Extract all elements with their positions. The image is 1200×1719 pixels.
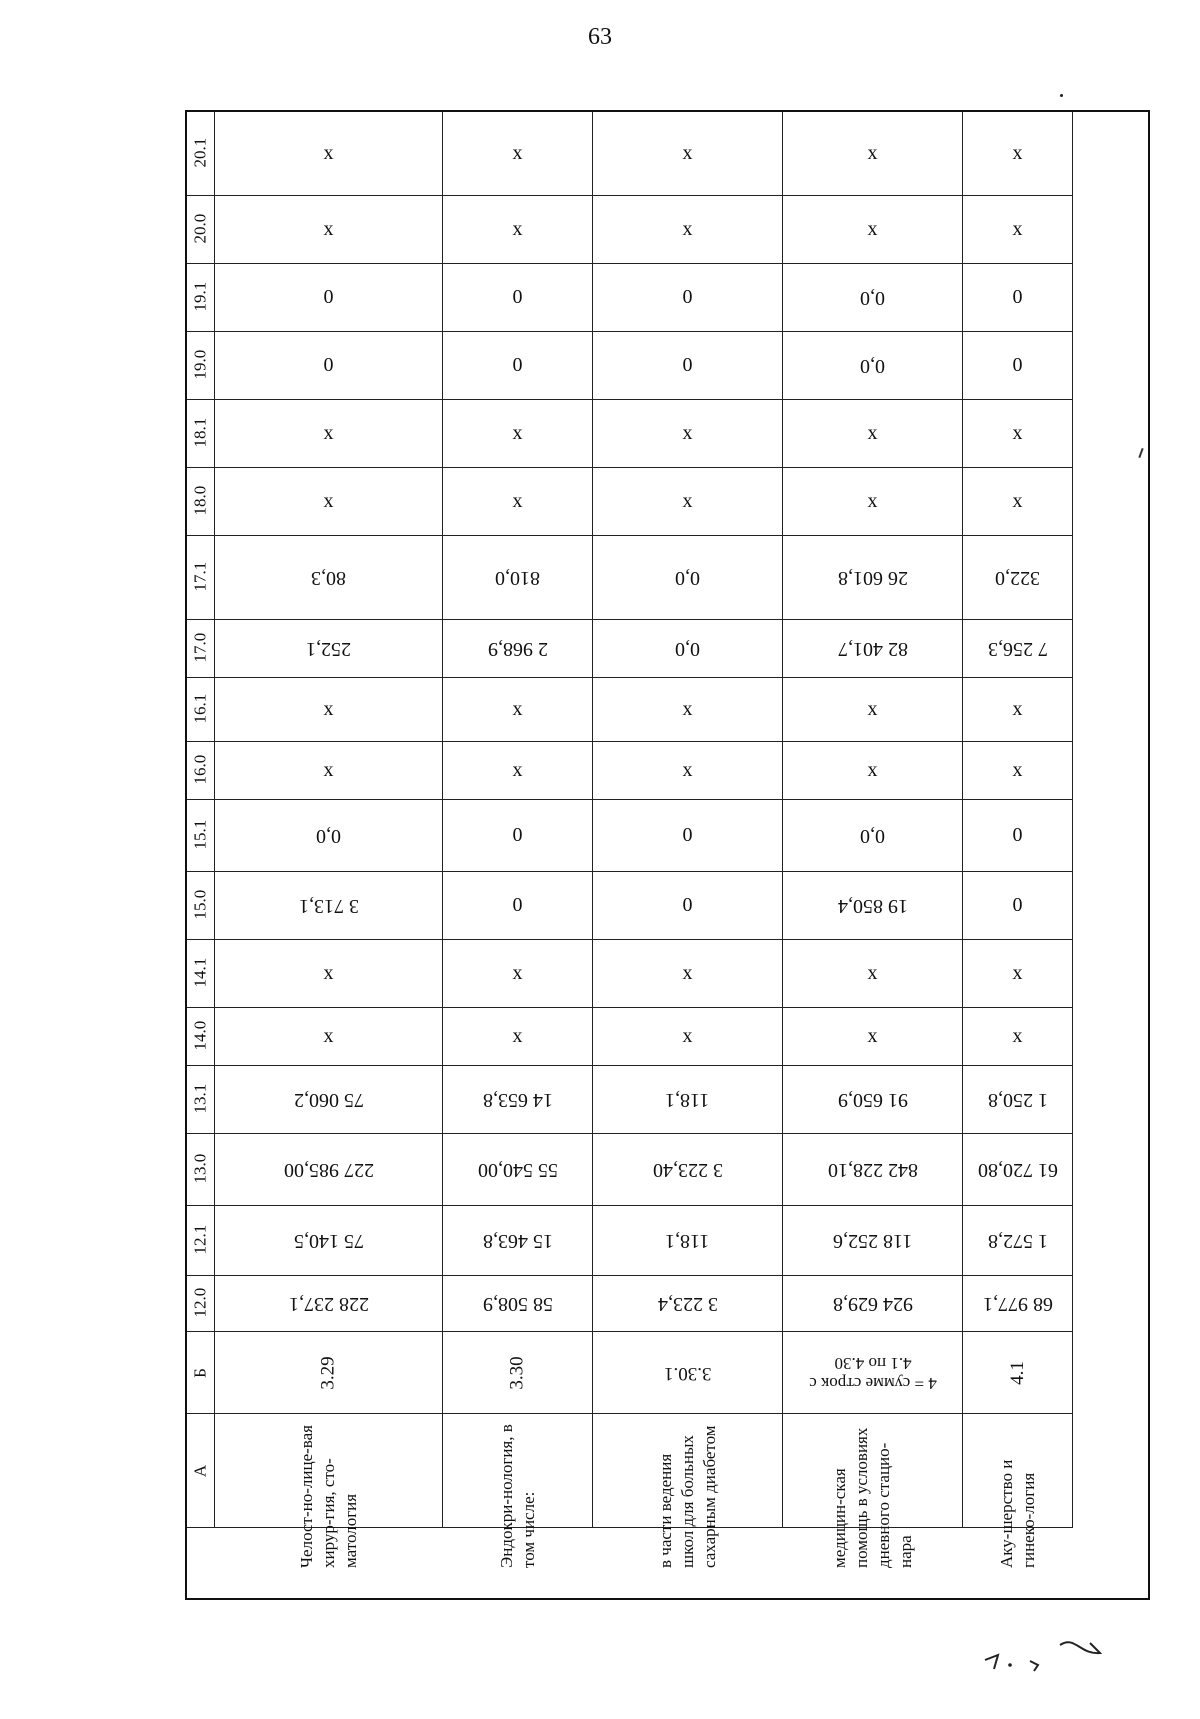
- column-header-label: 14.0: [190, 1020, 210, 1050]
- cell-value: x: [323, 698, 334, 720]
- column-header: [187, 468, 215, 536]
- cell-value: x: [1012, 490, 1023, 512]
- table-cell: [593, 742, 783, 800]
- cell-value: x: [682, 490, 693, 512]
- table-cell: [963, 264, 1073, 332]
- cell-value: x: [867, 962, 878, 984]
- table-cell: [443, 742, 593, 800]
- table-cell: [783, 1134, 963, 1206]
- cell-value: x: [323, 759, 334, 781]
- row-label: Аку-шерство и гинеко-логия: [996, 1459, 1038, 1568]
- cell-value: 75 060,2: [293, 1089, 364, 1111]
- table-cell: [783, 264, 963, 332]
- column-header-label: 13.1: [190, 1083, 210, 1113]
- row-code-cell: [593, 1332, 783, 1414]
- table-cell: [215, 196, 443, 264]
- cell-value: x: [682, 1025, 693, 1047]
- cell-value: 842 228,10: [827, 1159, 918, 1181]
- table-cell: [215, 332, 443, 400]
- column-header: [187, 332, 215, 400]
- cell-value: 0: [682, 354, 693, 376]
- table-cell: [593, 1008, 783, 1066]
- column-header-label: А: [190, 1464, 210, 1477]
- table-cell: [593, 872, 783, 940]
- table-cell: [443, 332, 593, 400]
- cell-value: 82 401,7: [837, 638, 908, 660]
- cell-value: 1 572,8: [987, 1230, 1048, 1252]
- table-cell: [215, 940, 443, 1008]
- cell-value: 3 713,1: [298, 895, 359, 917]
- cell-value: 15 463,8: [482, 1230, 553, 1252]
- cell-value: 0: [682, 824, 693, 846]
- column-header-label: 15.1: [190, 819, 210, 849]
- table-cell: [963, 332, 1073, 400]
- row-code: 4 = сумме строк с 4.1 по 4.30: [808, 1353, 937, 1393]
- table-cell: [443, 468, 593, 536]
- cell-value: 2 968,9: [487, 638, 548, 660]
- cell-value: x: [512, 490, 523, 512]
- table-cell: [443, 196, 593, 264]
- table-cell: [215, 800, 443, 872]
- cell-value: x: [1012, 142, 1023, 164]
- table-cell: [963, 1008, 1073, 1066]
- cell-value: 0: [512, 894, 523, 916]
- table-cell: [783, 468, 963, 536]
- column-header: [187, 1134, 215, 1206]
- table-cell: [443, 1066, 593, 1134]
- row-code: 3.29: [317, 1355, 339, 1390]
- table-cell: [215, 468, 443, 536]
- table-cell: [593, 940, 783, 1008]
- column-header-label: 12.0: [190, 1287, 210, 1317]
- table-cell: [963, 800, 1073, 872]
- cell-value: x: [512, 218, 523, 240]
- cell-value: x: [1012, 422, 1023, 444]
- row-label-cell: [215, 1414, 443, 1568]
- cell-value: 0: [1012, 286, 1023, 308]
- column-header-label: 18.1: [190, 417, 210, 447]
- table-cell: [593, 620, 783, 678]
- table-cell: [963, 112, 1073, 196]
- table-cell: [443, 678, 593, 742]
- cell-value: 252,1: [306, 638, 351, 660]
- cell-value: 55 540,00: [477, 1159, 558, 1181]
- table-cell: [963, 678, 1073, 742]
- table-cell: [593, 800, 783, 872]
- row-label-cell: [963, 1414, 1073, 1568]
- table-cell: [215, 1008, 443, 1066]
- cell-value: x: [512, 422, 523, 444]
- table-cell: [783, 678, 963, 742]
- cell-value: 118 252,6: [832, 1230, 913, 1252]
- table-cell: [443, 620, 593, 678]
- column-header: [187, 400, 215, 468]
- cell-value: 0: [682, 894, 693, 916]
- row-label-cell: [593, 1414, 783, 1568]
- row-code-cell: [783, 1332, 963, 1414]
- column-header-label: 16.1: [190, 693, 210, 723]
- column-header-label: 17.1: [190, 561, 210, 591]
- cell-value: 0: [512, 354, 523, 376]
- table-cell: [215, 112, 443, 196]
- cell-value: 68 977,1: [982, 1293, 1053, 1315]
- table-cell: [783, 400, 963, 468]
- table-cell: [963, 620, 1073, 678]
- table-cell: [215, 536, 443, 620]
- table-cell: [443, 1276, 593, 1332]
- table-cell: [593, 1206, 783, 1276]
- cell-value: x: [512, 142, 523, 164]
- cell-value: 0: [512, 286, 523, 308]
- row-code-cell: [215, 1332, 443, 1414]
- table-cell: [783, 742, 963, 800]
- cell-value: 227 985,00: [283, 1159, 374, 1181]
- table-cell: [593, 1066, 783, 1134]
- column-header: [187, 872, 215, 940]
- table-cell: [963, 400, 1073, 468]
- table-cell: [593, 536, 783, 620]
- cell-value: 0: [682, 286, 693, 308]
- column-header-label: 19.1: [190, 281, 210, 311]
- table-cell: [215, 1066, 443, 1134]
- column-header-label: 16.0: [190, 754, 210, 784]
- table-cell: [215, 872, 443, 940]
- cell-value: 3 223,4: [657, 1293, 718, 1315]
- cell-value: 0,0: [675, 567, 700, 589]
- cell-value: x: [1012, 759, 1023, 781]
- row-label: Челост-но-лице-вая хирур-гия, сто-матология: [296, 1425, 360, 1568]
- column-header: [187, 1008, 215, 1066]
- cell-value: x: [512, 962, 523, 984]
- cell-value: x: [1012, 962, 1023, 984]
- column-header-label: 12.1: [190, 1224, 210, 1254]
- cell-value: 61 720,80: [977, 1159, 1058, 1181]
- table-cell: [963, 872, 1073, 940]
- column-header-label: 14.1: [190, 957, 210, 987]
- cell-value: x: [682, 422, 693, 444]
- table-cell: [443, 1206, 593, 1276]
- cell-value: 26 601,8: [837, 567, 908, 589]
- table-cell: [443, 940, 593, 1008]
- cell-value: x: [867, 142, 878, 164]
- cell-value: 0: [1012, 824, 1023, 846]
- table-cell: [443, 264, 593, 332]
- table-cell: [215, 620, 443, 678]
- column-header-label: 15.0: [190, 889, 210, 919]
- table-cell: [783, 332, 963, 400]
- table-cell: [443, 1134, 593, 1206]
- cell-value: x: [1012, 698, 1023, 720]
- row-label-cell: [443, 1414, 593, 1568]
- column-header: [187, 1066, 215, 1134]
- table-cell: [593, 400, 783, 468]
- column-header-label: 20.1: [190, 137, 210, 167]
- table-cell: [443, 872, 593, 940]
- table-cell: [215, 1276, 443, 1332]
- cell-value: x: [867, 1025, 878, 1047]
- cell-value: 118,1: [665, 1089, 710, 1111]
- cell-value: 58 508,9: [482, 1293, 553, 1315]
- cell-value: x: [867, 218, 878, 240]
- column-header: [187, 800, 215, 872]
- table-cell: [215, 1206, 443, 1276]
- column-header: [187, 1276, 215, 1332]
- table-cell: [963, 1206, 1073, 1276]
- cell-value: 14 653,8: [482, 1089, 553, 1111]
- cell-value: 0,0: [860, 355, 885, 377]
- column-header: [187, 264, 215, 332]
- table-cell: [783, 536, 963, 620]
- table-cell: [963, 196, 1073, 264]
- cell-value: 0: [1012, 354, 1023, 376]
- cell-value: x: [1012, 1025, 1023, 1047]
- cell-value: 7 256,3: [987, 638, 1048, 660]
- page-number: 63: [588, 24, 612, 50]
- cell-value: x: [682, 142, 693, 164]
- table-cell: [443, 800, 593, 872]
- table-cell: [783, 196, 963, 264]
- column-header: [187, 678, 215, 742]
- cell-value: x: [867, 698, 878, 720]
- row-code-cell: [443, 1332, 593, 1414]
- column-header: [187, 1206, 215, 1276]
- cell-value: 810,0: [495, 567, 540, 589]
- cell-value: 0,0: [860, 287, 885, 309]
- column-header-label: 13.0: [190, 1153, 210, 1183]
- column-header: [187, 742, 215, 800]
- table-cell: [783, 1206, 963, 1276]
- table-cell: [963, 1134, 1073, 1206]
- cell-value: 91 650,9: [837, 1089, 908, 1111]
- cell-value: 0,0: [316, 825, 341, 847]
- row-label-cell: [783, 1414, 963, 1568]
- table-cell: [783, 1276, 963, 1332]
- cell-value: 80,3: [311, 567, 346, 589]
- table-cell: [963, 536, 1073, 620]
- table-cell: [443, 1008, 593, 1066]
- table-cell: [215, 1134, 443, 1206]
- cell-value: x: [682, 218, 693, 240]
- cell-value: x: [323, 1025, 334, 1047]
- cell-value: 0: [512, 824, 523, 846]
- table-cell: [783, 1066, 963, 1134]
- row-code: 3.30: [506, 1355, 528, 1390]
- column-header-label: 18.0: [190, 485, 210, 515]
- cell-value: 0: [1012, 894, 1023, 916]
- cell-value: 0,0: [675, 638, 700, 660]
- table-cell: [963, 742, 1073, 800]
- table-cell: [783, 800, 963, 872]
- table-cell: [783, 1008, 963, 1066]
- cell-value: x: [323, 422, 334, 444]
- table-cell: [593, 678, 783, 742]
- table-cell: [783, 112, 963, 196]
- table-cell: [443, 400, 593, 468]
- table-cell: [215, 742, 443, 800]
- column-header: [187, 196, 215, 264]
- cell-value: x: [682, 698, 693, 720]
- row-code-cell: [963, 1332, 1073, 1414]
- cell-value: x: [512, 698, 523, 720]
- cell-value: x: [682, 759, 693, 781]
- cell-value: 924 629,8: [832, 1293, 913, 1315]
- column-header: [187, 1414, 215, 1528]
- cell-value: x: [323, 218, 334, 240]
- column-header: [187, 940, 215, 1008]
- table-cell: [963, 1276, 1073, 1332]
- column-header-label: 17.0: [190, 632, 210, 662]
- table-cell: [443, 112, 593, 196]
- column-header: [187, 112, 215, 196]
- table-cell: [783, 940, 963, 1008]
- cell-value: 0: [323, 354, 334, 376]
- table-cell: [963, 468, 1073, 536]
- row-code: 4.1: [1006, 1360, 1028, 1385]
- table-cell: [963, 940, 1073, 1008]
- row-code: 3.30.1: [663, 1362, 712, 1384]
- cell-value: 228 237,1: [288, 1293, 369, 1315]
- cell-value: 3 223,40: [652, 1159, 723, 1181]
- row-label: Эндокри-нология, в том числе:: [496, 1424, 538, 1568]
- cell-value: x: [512, 759, 523, 781]
- table-cell: [593, 112, 783, 196]
- row-label: медицин-ская помощь в условиях дневного стацио-нара: [829, 1427, 915, 1568]
- table-cell: [443, 536, 593, 620]
- row-label: в части ведения школ для больных сахарным диабетом: [655, 1425, 719, 1568]
- cell-value: 322,0: [995, 567, 1040, 589]
- table-cell: [593, 196, 783, 264]
- cell-value: 118,1: [665, 1230, 710, 1252]
- cell-value: x: [323, 962, 334, 984]
- table-cell: [593, 264, 783, 332]
- column-header-label: 20.0: [190, 213, 210, 243]
- table-cell: [593, 332, 783, 400]
- cell-value: 75 140,5: [293, 1230, 364, 1252]
- cell-value: x: [1012, 218, 1023, 240]
- column-header: [187, 1332, 215, 1414]
- column-header-label: Б: [190, 1367, 210, 1378]
- table-cell: [215, 400, 443, 468]
- table-cell: [783, 620, 963, 678]
- cell-value: 0,0: [860, 825, 885, 847]
- cell-value: x: [512, 1025, 523, 1047]
- cell-value: x: [323, 142, 334, 164]
- table-cell: [593, 1134, 783, 1206]
- signature-mark: [980, 1625, 1130, 1685]
- column-header: [187, 536, 215, 620]
- table-cell: [963, 1066, 1073, 1134]
- cell-value: x: [867, 422, 878, 444]
- table-cell: [593, 1276, 783, 1332]
- table-cell: [593, 468, 783, 536]
- table-cell: [215, 678, 443, 742]
- cell-value: x: [867, 759, 878, 781]
- cell-value: 19 850,4: [837, 895, 908, 917]
- column-header-label: 19.0: [190, 349, 210, 379]
- cell-value: x: [323, 490, 334, 512]
- column-header: [187, 620, 215, 678]
- cell-value: x: [867, 490, 878, 512]
- data-table: [185, 110, 1150, 1600]
- stray-mark: [1060, 94, 1063, 97]
- cell-value: x: [682, 962, 693, 984]
- cell-value: 1 250,8: [987, 1089, 1048, 1111]
- cell-value: 0: [323, 286, 334, 308]
- table-cell: [215, 264, 443, 332]
- table-cell: [783, 872, 963, 940]
